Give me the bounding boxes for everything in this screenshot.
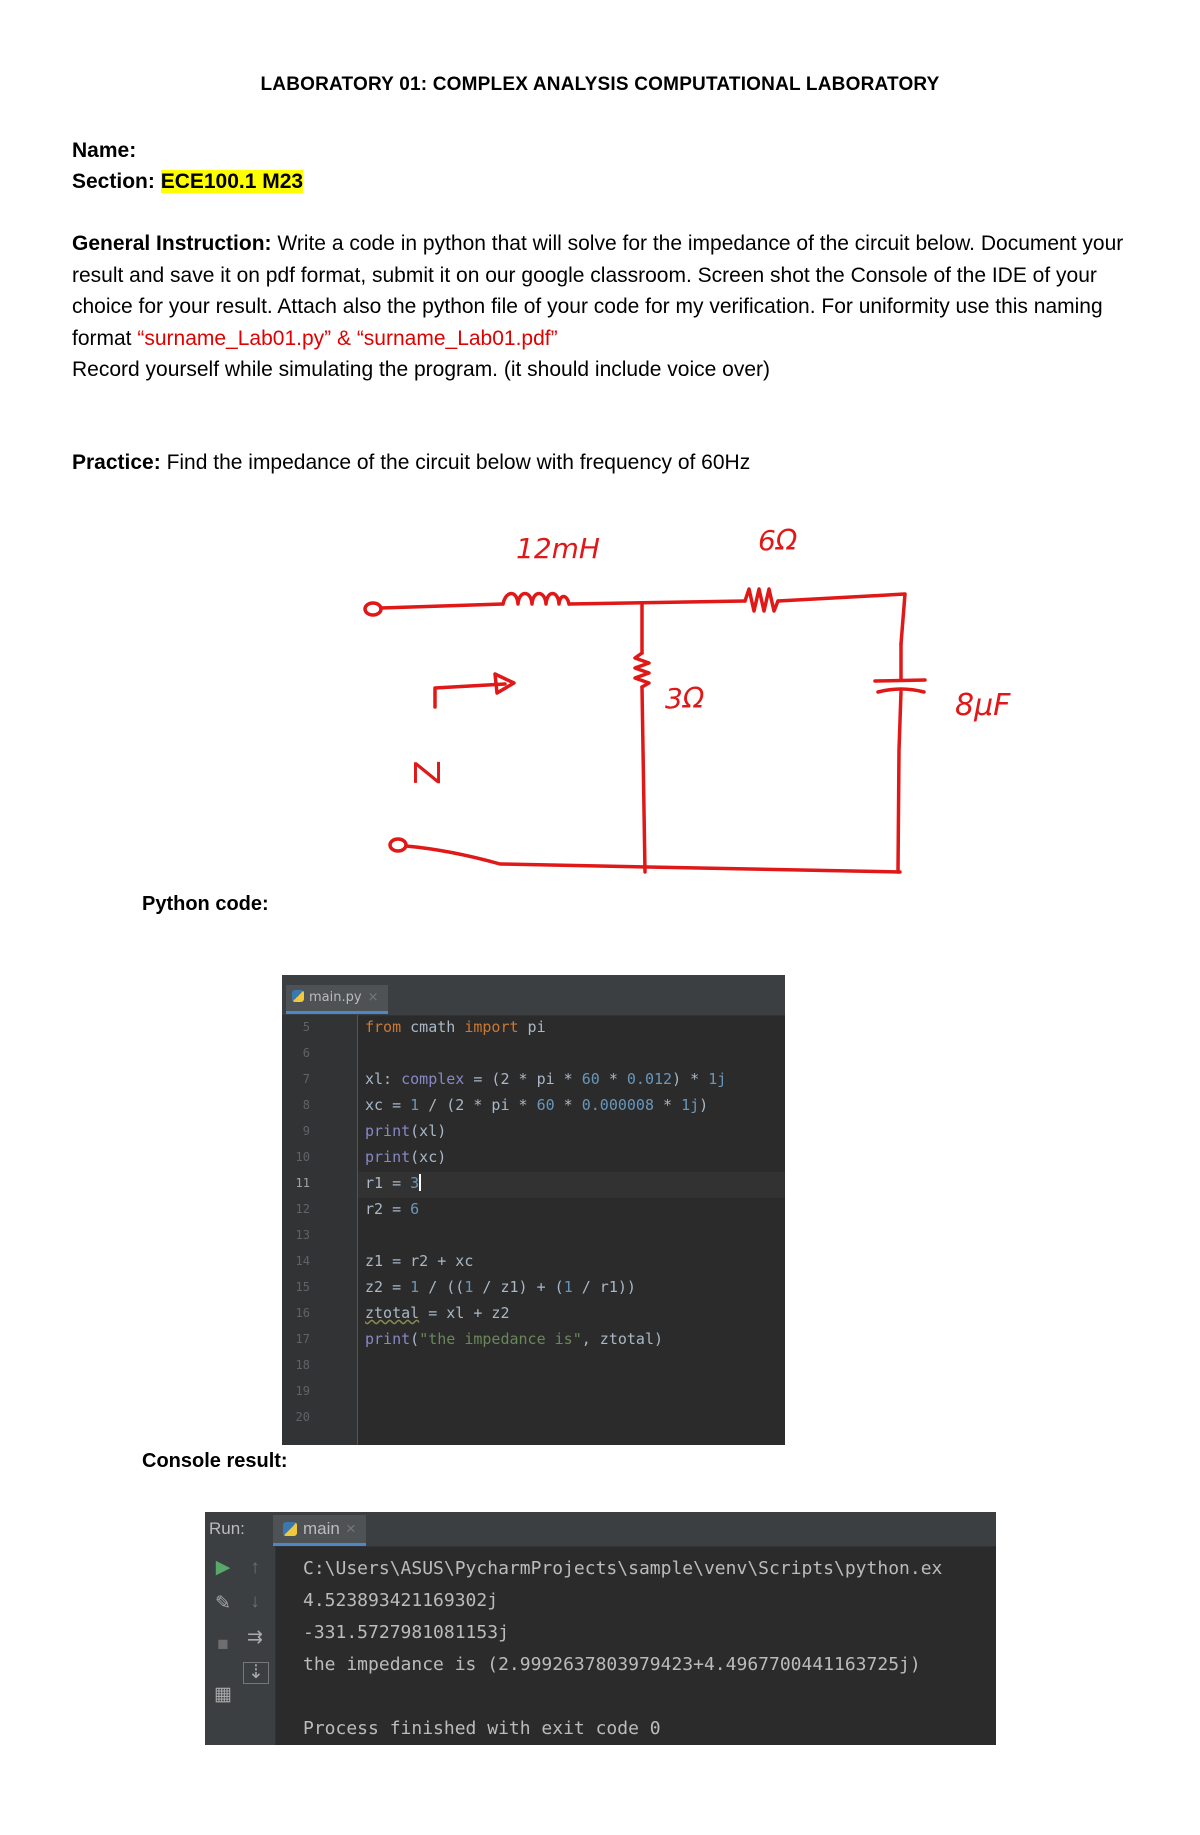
close-icon[interactable]: × <box>367 990 379 1005</box>
wire-cap-bottom <box>898 692 901 872</box>
python-file-icon <box>292 990 304 1002</box>
instruction-label: General Instruction: <box>72 232 272 255</box>
close-icon[interactable]: × <box>345 1519 356 1538</box>
line-number: 15 <box>295 1280 310 1294</box>
instruction-record: Record yourself while simulating the program. (it should include voice over) <box>72 358 770 381</box>
line-number: 12 <box>295 1202 310 1216</box>
line-number: 14 <box>295 1254 310 1268</box>
soft-wrap-icon[interactable]: ⇉ <box>247 1627 263 1648</box>
text-caret <box>419 1174 421 1191</box>
editor-tab-main-py[interactable] <box>286 985 388 1014</box>
code-line-15[interactable]: z2 = 1 / ((1 / z1) + (1 / r1)) <box>365 1278 636 1296</box>
line-number: 19 <box>295 1384 310 1398</box>
line-number-current: 11 <box>295 1176 310 1190</box>
inductor-label: 12mH <box>516 532 600 565</box>
line-number: 17 <box>295 1332 310 1346</box>
python-code-label: Python code: <box>142 893 269 915</box>
code-line-7[interactable]: xl: complex = (2 * pi * 60 * 0.012) * 1j <box>365 1070 727 1088</box>
console-header <box>205 1512 996 1547</box>
code-line-17[interactable]: print("the impedance is", ztotal) <box>365 1330 664 1348</box>
section-line <box>72 166 303 197</box>
page-title: LABORATORY 01: COMPLEX ANALYSIS COMPUTATIONAL LABORATORY <box>260 74 940 95</box>
console-result-label: Console result: <box>142 1450 288 1472</box>
layout-icon[interactable]: ▦ <box>214 1684 232 1705</box>
wrench-icon[interactable]: ✎ <box>215 1593 231 1614</box>
console-line: 4.523893421169302j <box>303 1590 499 1611</box>
line-number: 6 <box>302 1046 310 1060</box>
terminal-bottom <box>390 839 406 851</box>
line-number: 9 <box>302 1124 310 1138</box>
run-console <box>205 1512 996 1745</box>
section-value: ECE100.1 M23 <box>160 170 304 193</box>
capacitor-plate-1 <box>875 680 925 681</box>
ide-editor <box>282 975 785 1445</box>
code-line-16[interactable]: ztotal = xl + z2 <box>365 1304 510 1322</box>
resistor-shunt-label: 3Ω <box>665 682 705 715</box>
capacitor-label: 8μF <box>955 688 1011 723</box>
wire-top-left <box>381 604 503 608</box>
code-line-14[interactable]: z1 = r2 + xc <box>365 1252 474 1270</box>
stop-icon[interactable]: ■ <box>217 1634 229 1655</box>
rerun-icon[interactable]: ▶ <box>215 1557 231 1578</box>
naming-format: “surname_Lab01.py” & “surname_Lab01.pdf” <box>137 326 558 350</box>
terminal-top <box>365 603 381 615</box>
line-number: 20 <box>295 1410 310 1424</box>
resistor-series-symbol <box>745 589 778 611</box>
resistor-series-label: 6Ω <box>758 524 798 557</box>
wire-top-mid <box>569 601 745 604</box>
run-label: Run: <box>209 1519 245 1538</box>
practice-text: Find the impedance of the circuit below with frequency of 60Hz <box>166 451 751 474</box>
impedance-symbol: Z <box>407 760 449 785</box>
line-number: 10 <box>295 1150 310 1164</box>
editor-tab-bar <box>282 975 785 1016</box>
practice-line <box>72 447 750 478</box>
console-line: C:\Users\ASUS\PycharmProjects\sample\venv\Scripts\python.ex <box>303 1558 943 1579</box>
line-number: 5 <box>302 1020 310 1034</box>
resistor-shunt-symbol <box>635 653 649 687</box>
editor-tab-label: main.py <box>309 990 362 1005</box>
practice-label: Practice: <box>72 451 161 474</box>
wire-top-right <box>778 594 905 644</box>
section-label: Section: <box>72 170 155 193</box>
name-label: Name: <box>72 139 137 162</box>
current-line-highlight <box>358 1172 785 1198</box>
run-tab-label: main <box>303 1519 340 1538</box>
line-number: 16 <box>295 1306 310 1320</box>
wire-bottom <box>406 846 900 872</box>
console-line: Process finished with exit code 0 <box>303 1718 661 1739</box>
line-number: 7 <box>302 1072 310 1086</box>
line-number: 18 <box>295 1358 310 1372</box>
line-number: 8 <box>302 1098 310 1112</box>
line-number: 13 <box>295 1228 310 1242</box>
instruction-text: Write a code in python that will solve for the impedance of the circuit below. Document your result and save it on pdf format, submit it on our google classroom. Screen shot the Console of the IDE of your choice for your result. Attach also the python file of your code for my verification. For uniformity use this naming format <box>72 232 1124 350</box>
run-tab-main[interactable] <box>273 1515 366 1546</box>
code-line-11[interactable]: r1 = 3 <box>365 1174 420 1192</box>
console-line: the impedance is (2.9992637803979423+4.4967700441163725j) <box>303 1654 921 1675</box>
code-line-5[interactable]: from cmath import pi <box>365 1018 546 1036</box>
impedance-arrow <box>435 684 505 707</box>
scroll-to-end-icon[interactable]: ⇣ <box>243 1662 269 1684</box>
code-line-8[interactable]: xc = 1 / (2 * pi * 60 * 0.000008 * 1j) <box>365 1096 709 1114</box>
wire-shunt-bottom <box>642 687 645 872</box>
scroll-up-icon[interactable]: ↑ <box>250 1557 260 1578</box>
code-line-10[interactable]: print(xc) <box>365 1148 447 1166</box>
scroll-down-icon[interactable]: ↓ <box>250 1591 260 1612</box>
code-line-9[interactable]: print(xl) <box>365 1122 447 1140</box>
general-instruction <box>72 228 1132 386</box>
python-icon <box>283 1522 297 1536</box>
console-line: -331.5727981081153j <box>303 1622 509 1643</box>
inductor-symbol <box>503 594 569 605</box>
code-line-12[interactable]: r2 = 6 <box>365 1200 420 1218</box>
